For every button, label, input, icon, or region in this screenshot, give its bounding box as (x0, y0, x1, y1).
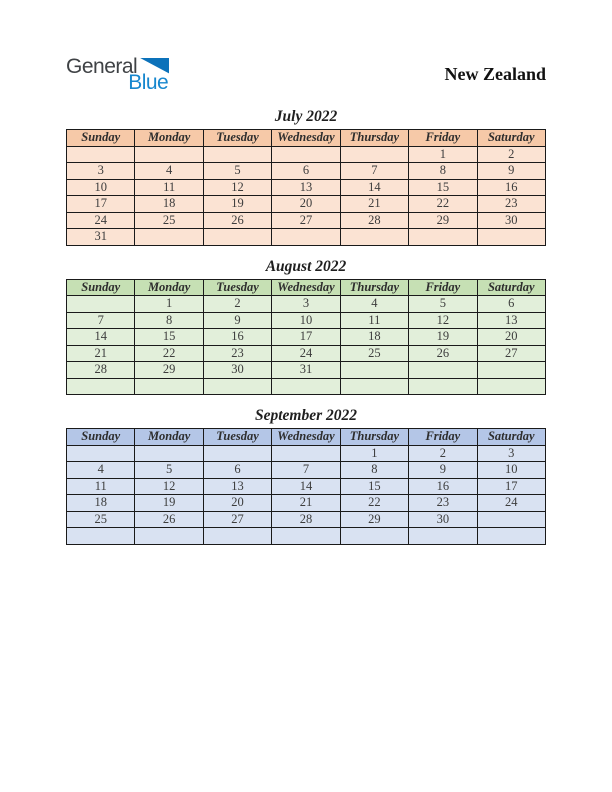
day-cell: 1 (409, 146, 477, 163)
day-cell: 6 (203, 462, 271, 479)
weekday-header-cell: Tuesday (203, 279, 271, 296)
weekday-header-cell: Wednesday (272, 279, 340, 296)
weekday-header-cell: Sunday (67, 429, 135, 446)
day-cell: 23 (203, 345, 271, 362)
day-cell: 29 (135, 362, 203, 379)
empty-day-cell (203, 528, 271, 545)
day-cell: 20 (272, 196, 340, 213)
empty-day-cell (340, 378, 408, 395)
day-cell: 10 (272, 312, 340, 329)
empty-day-cell (477, 229, 545, 246)
day-cell: 3 (67, 163, 135, 180)
week-row (67, 212, 546, 229)
day-cell: 29 (340, 511, 408, 528)
country-title: New Zealand (444, 63, 546, 84)
week-row (67, 229, 546, 246)
weekday-header-cell: Friday (409, 429, 477, 446)
month-title: September 2022 (254, 407, 358, 424)
month-section (66, 108, 546, 246)
day-cell: 25 (135, 212, 203, 229)
day-cell: 2 (203, 296, 271, 313)
day-cell: 26 (409, 345, 477, 362)
day-cell: 4 (340, 296, 408, 313)
day-cell: 27 (203, 511, 271, 528)
day-cell: 7 (340, 163, 408, 180)
day-cell: 7 (272, 462, 340, 479)
day-cell: 9 (409, 462, 477, 479)
empty-day-cell (272, 229, 340, 246)
week-row (67, 362, 546, 379)
day-cell: 2 (477, 146, 545, 163)
day-cell: 28 (340, 212, 408, 229)
day-cell: 9 (203, 312, 271, 329)
week-row (67, 163, 546, 180)
day-cell: 15 (340, 478, 408, 495)
weekday-header-cell: Monday (135, 130, 203, 147)
empty-day-cell (477, 511, 545, 528)
day-cell: 5 (409, 296, 477, 313)
day-cell: 26 (135, 511, 203, 528)
day-cell: 30 (409, 511, 477, 528)
day-cell: 13 (203, 478, 271, 495)
weekday-header-row (67, 130, 546, 147)
day-cell: 1 (340, 445, 408, 462)
weekday-header-cell: Wednesday (272, 429, 340, 446)
day-cell: 16 (409, 478, 477, 495)
week-row (67, 462, 546, 479)
day-cell: 8 (409, 163, 477, 180)
day-cell: 28 (67, 362, 135, 379)
empty-day-cell (203, 146, 271, 163)
day-cell: 12 (409, 312, 477, 329)
day-cell: 21 (340, 196, 408, 213)
weekday-header-row (67, 429, 546, 446)
day-cell: 17 (272, 329, 340, 346)
day-cell: 19 (135, 495, 203, 512)
day-cell: 22 (340, 495, 408, 512)
day-cell: 13 (272, 179, 340, 196)
day-cell: 12 (135, 478, 203, 495)
day-cell: 16 (203, 329, 271, 346)
month-table (66, 428, 546, 545)
weekday-header-cell: Monday (135, 279, 203, 296)
empty-day-cell (203, 378, 271, 395)
day-cell: 17 (67, 196, 135, 213)
day-cell: 13 (477, 312, 545, 329)
week-row (67, 146, 546, 163)
weekday-header-cell: Tuesday (203, 130, 271, 147)
day-cell: 30 (477, 212, 545, 229)
month-section (66, 407, 546, 545)
empty-day-cell (477, 362, 545, 379)
day-cell: 3 (272, 296, 340, 313)
week-row (67, 312, 546, 329)
day-cell: 17 (477, 478, 545, 495)
month-title: August 2022 (265, 257, 347, 275)
empty-day-cell (135, 528, 203, 545)
day-cell: 10 (67, 179, 135, 196)
day-cell: 4 (67, 462, 135, 479)
day-cell: 5 (135, 462, 203, 479)
empty-day-cell (409, 528, 477, 545)
day-cell: 19 (409, 329, 477, 346)
general-blue-logo (66, 56, 169, 93)
empty-day-cell (135, 378, 203, 395)
empty-day-cell (340, 362, 408, 379)
weekday-header-cell: Sunday (67, 130, 135, 147)
day-cell: 14 (340, 179, 408, 196)
logo-word-general: General (66, 54, 138, 78)
month-section (66, 258, 546, 396)
weekday-header-cell: Saturday (477, 429, 545, 446)
day-cell: 1 (135, 296, 203, 313)
day-cell: 31 (272, 362, 340, 379)
empty-day-cell (477, 378, 545, 395)
day-cell: 31 (67, 229, 135, 246)
weekday-header-cell: Thursday (340, 429, 408, 446)
empty-day-cell (477, 528, 545, 545)
calendar-page (66, 0, 546, 545)
day-cell: 27 (272, 212, 340, 229)
empty-day-cell (203, 229, 271, 246)
empty-day-cell (135, 229, 203, 246)
day-cell: 21 (272, 495, 340, 512)
day-cell: 11 (67, 478, 135, 495)
week-row (67, 196, 546, 213)
day-cell: 4 (135, 163, 203, 180)
empty-day-cell (272, 378, 340, 395)
weekday-header-cell: Monday (135, 429, 203, 446)
weekday-header-cell: Friday (409, 130, 477, 147)
empty-day-cell (67, 445, 135, 462)
week-row (67, 511, 546, 528)
week-row (67, 378, 546, 395)
empty-day-cell (340, 229, 408, 246)
day-cell: 19 (203, 196, 271, 213)
calendar-months (66, 108, 546, 545)
day-cell: 9 (477, 163, 545, 180)
weekday-header-cell: Tuesday (203, 429, 271, 446)
day-cell: 8 (340, 462, 408, 479)
empty-day-cell (409, 362, 477, 379)
day-cell: 14 (272, 478, 340, 495)
day-cell: 6 (477, 296, 545, 313)
day-cell: 24 (67, 212, 135, 229)
month-title: July 2022 (274, 108, 338, 125)
day-cell: 12 (203, 179, 271, 196)
day-cell: 11 (135, 179, 203, 196)
empty-day-cell (67, 528, 135, 545)
week-row (67, 445, 546, 462)
weekday-header-row (67, 279, 546, 296)
empty-day-cell (409, 229, 477, 246)
week-row (67, 478, 546, 495)
week-row (67, 296, 546, 313)
day-cell: 18 (340, 329, 408, 346)
week-row (67, 495, 546, 512)
day-cell: 25 (67, 511, 135, 528)
day-cell: 15 (409, 179, 477, 196)
empty-day-cell (272, 445, 340, 462)
empty-day-cell (272, 528, 340, 545)
day-cell: 16 (477, 179, 545, 196)
day-cell: 10 (477, 462, 545, 479)
empty-day-cell (203, 445, 271, 462)
weekday-header-cell: Thursday (340, 279, 408, 296)
day-cell: 18 (67, 495, 135, 512)
day-cell: 25 (340, 345, 408, 362)
logo-word-blue: Blue (128, 70, 169, 94)
day-cell: 20 (477, 329, 545, 346)
day-cell: 14 (67, 329, 135, 346)
day-cell: 29 (409, 212, 477, 229)
day-cell: 30 (203, 362, 271, 379)
weekday-header-cell: Sunday (67, 279, 135, 296)
week-row (67, 528, 546, 545)
empty-day-cell (67, 296, 135, 313)
day-cell: 24 (477, 495, 545, 512)
day-cell: 22 (135, 345, 203, 362)
day-cell: 24 (272, 345, 340, 362)
day-cell: 15 (135, 329, 203, 346)
day-cell: 27 (477, 345, 545, 362)
day-cell: 3 (477, 445, 545, 462)
day-cell: 28 (272, 511, 340, 528)
week-row (67, 345, 546, 362)
month-table (66, 279, 546, 396)
page-header (66, 52, 546, 96)
weekday-header-cell: Friday (409, 279, 477, 296)
day-cell: 20 (203, 495, 271, 512)
month-table (66, 129, 546, 246)
empty-day-cell (272, 146, 340, 163)
weekday-header-cell: Thursday (340, 130, 408, 147)
empty-day-cell (67, 378, 135, 395)
day-cell: 18 (135, 196, 203, 213)
weekday-header-cell: Saturday (477, 279, 545, 296)
empty-day-cell (340, 146, 408, 163)
week-row (67, 179, 546, 196)
day-cell: 21 (67, 345, 135, 362)
empty-day-cell (135, 445, 203, 462)
day-cell: 23 (477, 196, 545, 213)
week-row (67, 329, 546, 346)
day-cell: 7 (67, 312, 135, 329)
weekday-header-cell: Saturday (477, 130, 545, 147)
day-cell: 2 (409, 445, 477, 462)
day-cell: 8 (135, 312, 203, 329)
day-cell: 23 (409, 495, 477, 512)
empty-day-cell (67, 146, 135, 163)
empty-day-cell (340, 528, 408, 545)
day-cell: 26 (203, 212, 271, 229)
empty-day-cell (409, 378, 477, 395)
empty-day-cell (135, 146, 203, 163)
weekday-header-cell: Wednesday (272, 130, 340, 147)
day-cell: 22 (409, 196, 477, 213)
day-cell: 11 (340, 312, 408, 329)
day-cell: 5 (203, 163, 271, 180)
day-cell: 6 (272, 163, 340, 180)
